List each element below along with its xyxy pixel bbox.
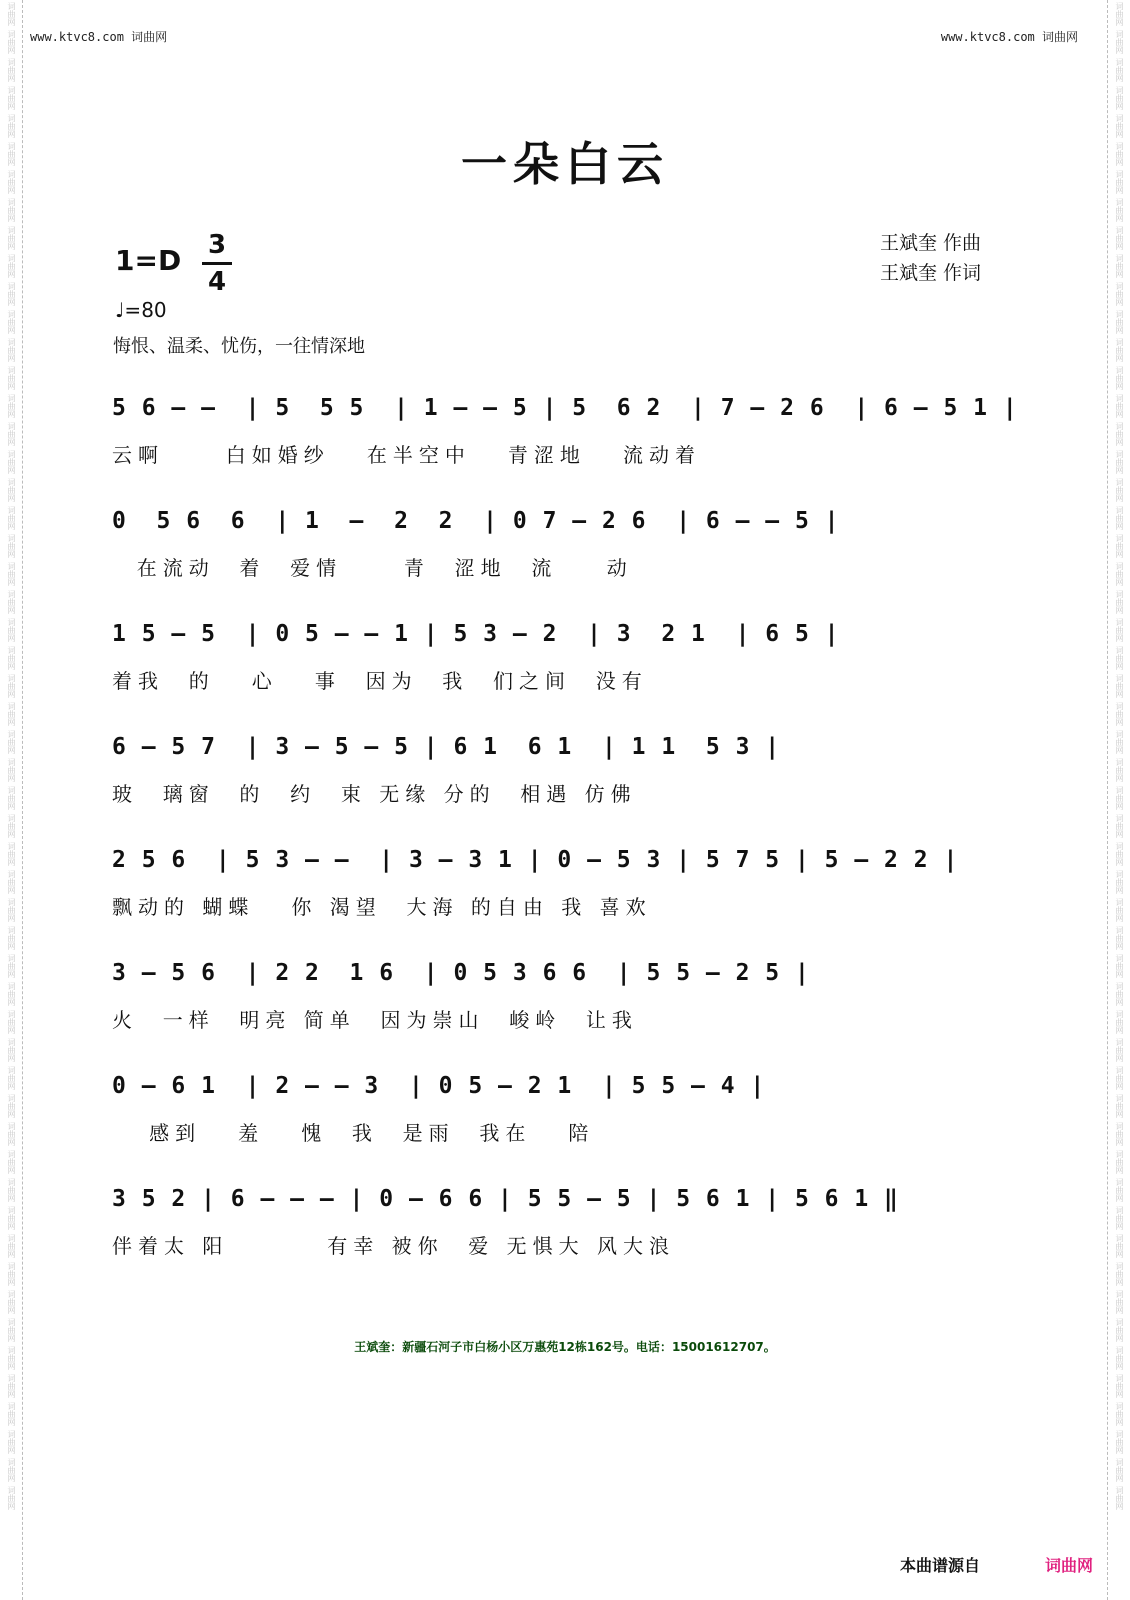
watermark-text: 词曲网 xyxy=(7,1430,16,1454)
watermark-text: 词曲网 xyxy=(7,954,16,978)
watermark-text: 词曲网 xyxy=(7,394,16,418)
watermark-text: 词曲网 xyxy=(1115,954,1124,978)
site-url-right[interactable]: www.ktvc8.com 词曲网 xyxy=(940,30,1078,44)
watermark-text: 词曲网 xyxy=(7,1318,16,1342)
watermark-text: 词曲网 xyxy=(1115,58,1124,82)
watermark-text: 词曲网 xyxy=(1115,702,1124,726)
expression-marking: 悔恨、温柔、忧伤，一往情深地 xyxy=(113,336,365,357)
watermark-text: 词曲网 xyxy=(1115,730,1124,754)
song-title: 一朵白云 xyxy=(461,137,669,191)
watermark-text: 词曲网 xyxy=(7,1486,16,1510)
notation-line: 3 – 5 6 | 2 2 1 6 | 0 5 3 6 6 | 5 5 – 2 5 | xyxy=(112,960,810,986)
composer-credit: 王斌奎 作曲 xyxy=(880,232,982,254)
watermark-text: 词曲网 xyxy=(1115,1010,1124,1034)
watermark-text: 词曲网 xyxy=(1115,86,1124,110)
watermark-text: 词曲网 xyxy=(1115,674,1124,698)
watermark-text: 词曲网 xyxy=(1115,1206,1124,1230)
watermark-text: 词曲网 xyxy=(7,814,16,838)
lyrics-line: 飘动的 蝴蝶 你 渴望 大海 的自由 我 喜欢 xyxy=(112,895,652,919)
score-system xyxy=(112,960,1012,1073)
watermark-text: 词曲网 xyxy=(7,1094,16,1118)
watermark-text: 词曲网 xyxy=(1115,1430,1124,1454)
watermark-text: 词曲网 xyxy=(7,114,16,138)
meter-bottom: 4 xyxy=(207,267,227,297)
notation-line: 1 5 – 5 | 0 5 – – 1 | 5 3 – 2 | 3 2 1 | 6 5 | xyxy=(112,621,840,647)
watermark-text: 词曲网 xyxy=(7,618,16,642)
score-system xyxy=(112,847,1012,960)
watermark-text: 词曲网 xyxy=(1115,1374,1124,1398)
watermark-text: 词曲网 xyxy=(1115,646,1124,670)
watermark-text: 词曲网 xyxy=(7,1402,16,1426)
watermark-text: 词曲网 xyxy=(1115,1458,1124,1482)
watermark-text: 词曲网 xyxy=(7,422,16,446)
left-watermark-strip xyxy=(0,0,23,1600)
watermark-text: 词曲网 xyxy=(1115,758,1124,782)
lyrics-line: 伴着太 阳 有幸 被你 爱 无惧大 风大浪 xyxy=(112,1234,676,1258)
score-system xyxy=(112,734,1012,847)
key-signature: 1=D xyxy=(115,244,182,277)
watermark-text: 词曲网 xyxy=(7,1346,16,1370)
watermark-text: 词曲网 xyxy=(7,30,16,54)
watermark-text: 词曲网 xyxy=(7,338,16,362)
watermark-text: 词曲网 xyxy=(7,562,16,586)
watermark-text: 词曲网 xyxy=(1115,618,1124,642)
lyrics-line: 玻 璃窗 的 约 束 无缘 分的 相遇 仿佛 xyxy=(112,782,637,806)
notation-line: 5 6 – – | 5 5 5 | 1 – – 5 | 5 6 2 | 7 – 2 6 | 6 – 5 1 | xyxy=(112,395,1018,421)
watermark-text: 词曲网 xyxy=(7,1066,16,1090)
watermark-text: 词曲网 xyxy=(1115,534,1124,558)
lyrics-line: 着我 的 心 事 因为 我 们之间 没有 xyxy=(112,669,648,693)
watermark-text: 词曲网 xyxy=(1115,1150,1124,1174)
score-system xyxy=(112,508,1012,621)
site-url-left[interactable]: www.ktvc8.com 词曲网 xyxy=(30,30,168,44)
watermark-text: 词曲网 xyxy=(7,310,16,334)
watermark-text: 词曲网 xyxy=(1115,1038,1124,1062)
score-body xyxy=(112,395,1018,1299)
watermark-text: 词曲网 xyxy=(7,1234,16,1258)
watermark-text: 词曲网 xyxy=(7,898,16,922)
watermark-text: 词曲网 xyxy=(7,170,16,194)
watermark-text: 词曲网 xyxy=(1115,1486,1124,1510)
watermark-text: 词曲网 xyxy=(1115,422,1124,446)
watermark-text: 词曲网 xyxy=(1115,226,1124,250)
watermark-text: 词曲网 xyxy=(7,1206,16,1230)
meter-top: 3 xyxy=(207,230,227,260)
watermark-text: 词曲网 xyxy=(7,254,16,278)
watermark-text: 词曲网 xyxy=(7,702,16,726)
right-watermark-strip xyxy=(1107,0,1130,1600)
watermark-text: 词曲网 xyxy=(1115,562,1124,586)
watermark-text: 词曲网 xyxy=(7,982,16,1006)
watermark-text: 词曲网 xyxy=(7,730,16,754)
meter-bar xyxy=(202,262,232,265)
watermark-text: 词曲网 xyxy=(7,58,16,82)
watermark-text: 词曲网 xyxy=(7,870,16,894)
watermark-text: 词曲网 xyxy=(1115,310,1124,334)
watermark-text: 词曲网 xyxy=(7,1458,16,1482)
watermark-text: 词曲网 xyxy=(1115,1234,1124,1258)
notation-line: 0 – 6 1 | 2 – – 3 | 0 5 – 2 1 | 5 5 – 4 | xyxy=(112,1073,766,1099)
watermark-text: 词曲网 xyxy=(1115,1178,1124,1202)
watermark-text: 词曲网 xyxy=(7,758,16,782)
watermark-text: 词曲网 xyxy=(7,2,16,26)
lyrics-line: 在流动 着 爱情 青 涩地 流 动 xyxy=(112,556,633,580)
watermark-text: 词曲网 xyxy=(7,226,16,250)
watermark-text: 词曲网 xyxy=(7,926,16,950)
watermark-text: 词曲网 xyxy=(1115,1066,1124,1090)
notation-line: 0 5 6 6 | 1 – 2 2 | 0 7 – 2 6 | 6 – – 5 | xyxy=(112,508,840,534)
watermark-text: 词曲网 xyxy=(1115,338,1124,362)
time-signature xyxy=(202,230,232,297)
score-system xyxy=(112,1073,1012,1186)
watermark-text: 词曲网 xyxy=(7,646,16,670)
watermark-text: 词曲网 xyxy=(7,450,16,474)
watermark-text: 词曲网 xyxy=(7,1290,16,1314)
credits xyxy=(880,228,981,288)
score-system xyxy=(112,395,1018,508)
watermark-text: 词曲网 xyxy=(1115,1094,1124,1118)
watermark-text: 词曲网 xyxy=(1115,786,1124,810)
watermark-text: 词曲网 xyxy=(1115,926,1124,950)
notation-line: 2 5 6 | 5 3 – – | 3 – 3 1 | 0 – 5 3 | 5 7 5 | 5 – 2 2 | xyxy=(112,847,959,873)
score-system xyxy=(112,1186,1012,1299)
score-system xyxy=(112,621,1012,734)
watermark-text: 词曲网 xyxy=(7,282,16,306)
watermark-text: 词曲网 xyxy=(7,786,16,810)
watermark-text: 词曲网 xyxy=(7,590,16,614)
lyrics-line: 云啊 白如婚纱 在半空中 青涩地 流动着 xyxy=(112,443,702,467)
watermark-text: 词曲网 xyxy=(7,1010,16,1034)
watermark-text: 词曲网 xyxy=(7,1150,16,1174)
watermark-text: 词曲网 xyxy=(1115,1262,1124,1286)
watermark-text: 词曲网 xyxy=(1115,506,1124,530)
watermark-text: 词曲网 xyxy=(1115,366,1124,390)
contact-info: 王斌奎：新疆石河子市白杨小区万惠苑12栋162号。电话：15001612707。 xyxy=(354,1340,776,1354)
watermark-text: 词曲网 xyxy=(1115,170,1124,194)
watermark-text: 词曲网 xyxy=(7,198,16,222)
notation-line: 3 5 2 | 6 – – – | 0 – 6 6 | 5 5 – 5 | 5 6 1 | 5 6 1 ‖ xyxy=(112,1186,899,1212)
watermark-text: 词曲网 xyxy=(7,142,16,166)
watermark-text: 词曲网 xyxy=(1115,394,1124,418)
watermark-text: 词曲网 xyxy=(1115,842,1124,866)
watermark-text: 词曲网 xyxy=(1115,814,1124,838)
watermark-text: 词曲网 xyxy=(1115,1318,1124,1342)
watermark-text: 词曲网 xyxy=(1115,282,1124,306)
watermark-text: 词曲网 xyxy=(1115,982,1124,1006)
watermark-text: 词曲网 xyxy=(1115,898,1124,922)
watermark-text: 词曲网 xyxy=(7,674,16,698)
watermark-text: 词曲网 xyxy=(1115,2,1124,26)
watermark-text: 词曲网 xyxy=(1115,450,1124,474)
watermark-text: 词曲网 xyxy=(7,1122,16,1146)
watermark-text: 词曲网 xyxy=(1115,1402,1124,1426)
watermark-text: 词曲网 xyxy=(1115,870,1124,894)
source-brand-link[interactable]: 词曲网 xyxy=(1045,1556,1094,1575)
watermark-text: 词曲网 xyxy=(7,534,16,558)
source-label: 本曲谱源自 xyxy=(900,1556,981,1575)
notation-line: 6 – 5 7 | 3 – 5 – 5 | 6 1 6 1 | 1 1 5 3 | xyxy=(112,734,781,760)
watermark-text: 词曲网 xyxy=(7,1178,16,1202)
lyrics-line: 感到 羞 愧 我 是雨 我在 陪 xyxy=(112,1121,595,1145)
watermark-text: 词曲网 xyxy=(1115,114,1124,138)
watermark-text: 词曲网 xyxy=(7,86,16,110)
watermark-text: 词曲网 xyxy=(1115,1122,1124,1146)
watermark-text: 词曲网 xyxy=(7,478,16,502)
watermark-text: 词曲网 xyxy=(1115,590,1124,614)
watermark-text: 词曲网 xyxy=(7,366,16,390)
watermark-text: 词曲网 xyxy=(1115,30,1124,54)
lyricist-credit: 王斌奎 作词 xyxy=(880,262,982,284)
watermark-text: 词曲网 xyxy=(1115,142,1124,166)
watermark-text: 词曲网 xyxy=(1115,1346,1124,1370)
watermark-text: 词曲网 xyxy=(7,506,16,530)
watermark-text: 词曲网 xyxy=(1115,254,1124,278)
watermark-text: 词曲网 xyxy=(7,1262,16,1286)
watermark-text: 词曲网 xyxy=(1115,1290,1124,1314)
lyrics-line: 火 一样 明亮 简单 因为崇山 峻岭 让我 xyxy=(112,1008,638,1032)
watermark-text: 词曲网 xyxy=(7,842,16,866)
watermark-text: 词曲网 xyxy=(7,1374,16,1398)
watermark-text: 词曲网 xyxy=(1115,478,1124,502)
watermark-text: 词曲网 xyxy=(1115,198,1124,222)
watermark-text: 词曲网 xyxy=(7,1038,16,1062)
tempo-marking: ♩=80 xyxy=(115,298,167,322)
